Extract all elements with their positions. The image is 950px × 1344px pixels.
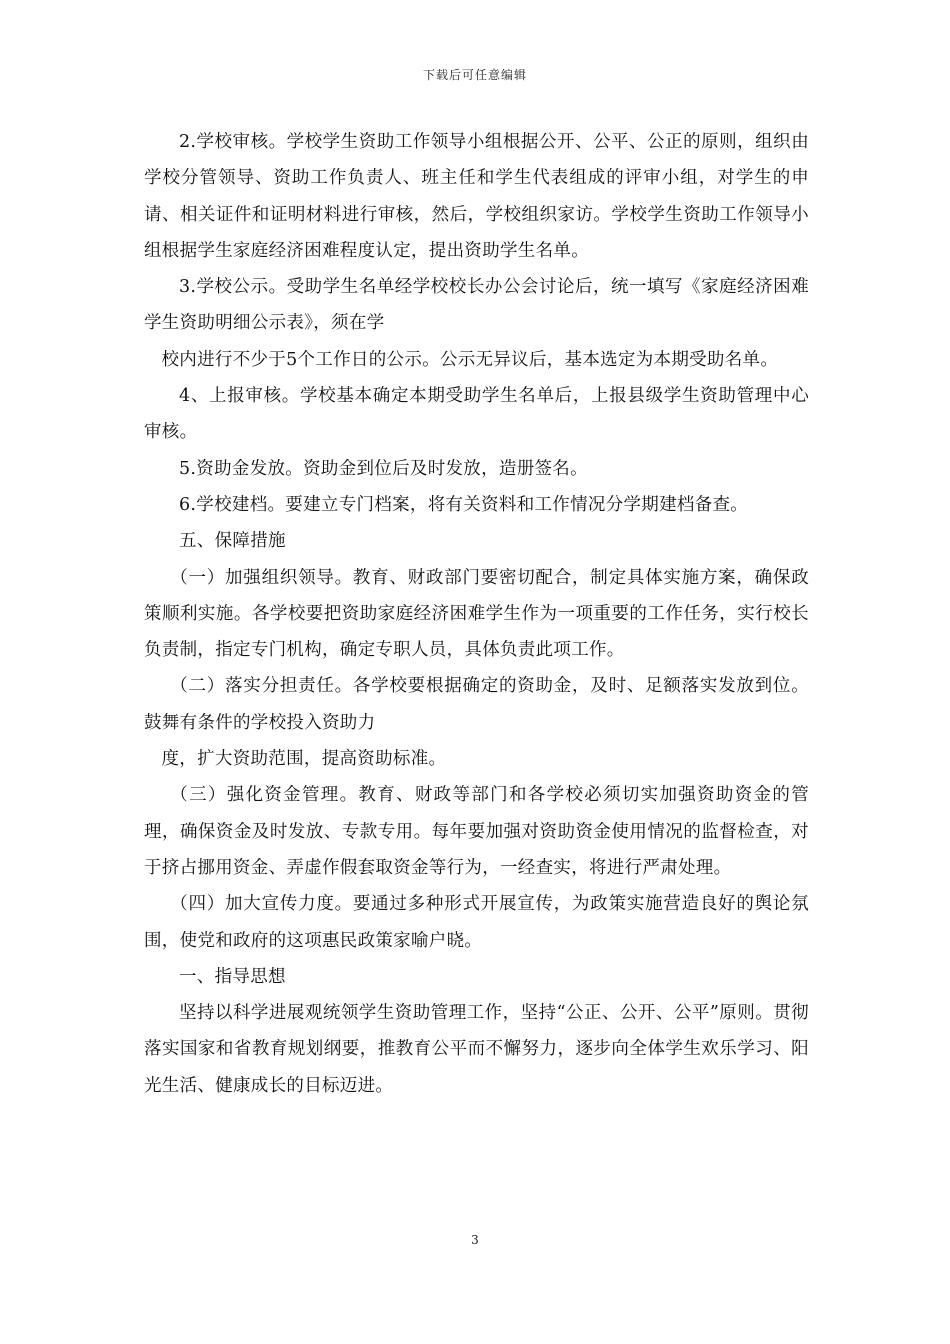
paragraph-publicity-efforts: （四）加大宣传力度。要通过多种形式开展宣传，为政策实施营造良好的舆论氛围，使党和政府的这项惠民政策家喻户晓。 — [144, 894, 809, 951]
paragraph-responsibility-continued: 度，扩大资助范围，提高资助标准。 — [161, 749, 447, 770]
paragraph-guiding-ideology: 坚持以科学进展观统领学生资助管理工作，坚持“公正、公开、公平”原则。贯彻落实国家和省教育规划纲要，推教育公平而不懈努力，逐步向全体学生欢乐学习、阳光生活、健康成长的目标迈进。 — [144, 1003, 809, 1096]
paragraph-fund-distribution: 5.资助金发放。资助金到位后及时发放，造册签名。 — [179, 458, 588, 479]
section-heading-safeguards: 五、保障措施 — [179, 531, 286, 552]
paragraph-school-review: 2.学校审核。学校学生资助工作领导小组根据公开、公平、公正的原则，组织由学校分管领导、资助工作负责人、班主任和学生代表组成的评审小组，对学生的申请、相关证件和证明材料进行审核，然后，学校组织家访。学校学生资助工作领导小组根据学生家庭经济困难程度认定，提出资助学生名单。 — [144, 132, 809, 261]
paragraph-shared-responsibility: （二）落实分担责任。各学校要根据确定的资助金，及时、足额落实发放到位。鼓舞有条件的学校投入资助力 — [144, 676, 809, 733]
page-header: 下载后可任意编辑 — [422, 68, 527, 82]
page-number: 3 — [471, 1233, 479, 1247]
paragraph-report-review: 4、上报审核。学校基本确定本期受助学生名单后，上报县级学生资助管理中心审核。 — [144, 386, 809, 443]
paragraph-school-archive: 6.学校建档。要建立专门档案，将有关资料和工作情况分学期建档备查。 — [179, 494, 749, 515]
paragraph-publicity-continued: 校内进行不少于5个工作日的公示。公示无异议后，基本选定为本期受助名单。 — [161, 349, 779, 370]
document-body — [144, 124, 809, 1104]
paragraph-school-publicity: 3.学校公示。受助学生名单经学校校长办公会讨论后，统一填写《家庭经济困难学生资助明细公示表》，须在学 — [144, 277, 809, 334]
paragraph-fund-management: （三）强化资金管理。教育、财政等部门和各学校必须切实加强资助资金的管理，确保资金及时发放、专款专用。每年要加强对资助资金使用情况的监督检查，对于挤占挪用资金、弄虚作假套取资金等行为，一经查实，将进行严肃处理。 — [144, 785, 809, 878]
paragraph-organization-leadership: （一）加强组织领导。教育、财政部门要密切配合，制定具体实施方案，确保政策顺利实施。各学校要把资助家庭经济困难学生作为一项重要的工作任务，实行校长负责制，指定专门机构，确定专职人员，具体负责此项工作。 — [144, 567, 809, 661]
section-heading-guiding-ideology: 一、指导思想 — [179, 966, 286, 987]
